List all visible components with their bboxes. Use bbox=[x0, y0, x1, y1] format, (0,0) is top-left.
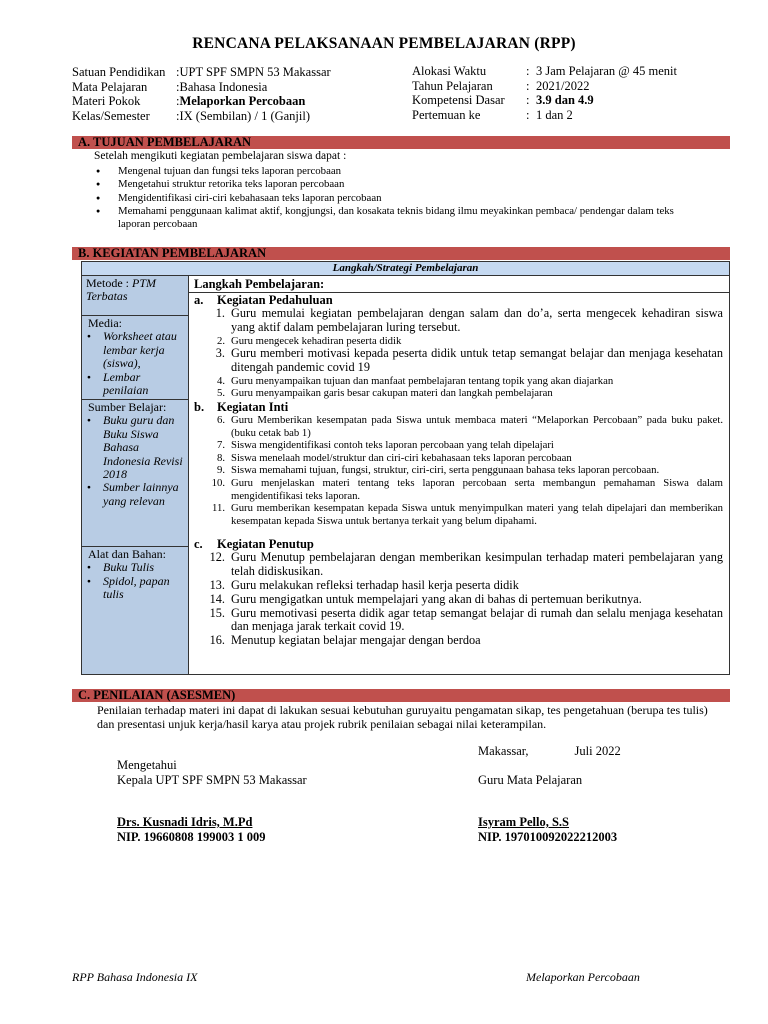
signature-left-role: Kepala UPT SPF SMPN 53 Makassar bbox=[117, 773, 307, 787]
langkah-steps bbox=[189, 293, 729, 648]
step-item bbox=[194, 579, 723, 593]
step-text: Guru menyampaikan garis besar cakupan materi dan langkah pembelajaran bbox=[231, 387, 553, 400]
identity-label: Pertemuan ke bbox=[412, 107, 481, 122]
list-item: ● Buku Tulis bbox=[86, 561, 184, 574]
step-text: Guru memotivasi peserta didik agar tetap semangat belajar di rumah dan selalu menjaga kesehatan dan menjaga jarak terkait covid 19. bbox=[231, 605, 723, 634]
metode-cell bbox=[82, 276, 188, 316]
identity-row-pertemuan bbox=[412, 108, 677, 123]
step-item bbox=[194, 551, 723, 579]
sumber-list bbox=[86, 414, 184, 508]
identity-label: Kelas/Semester bbox=[72, 108, 150, 123]
phase-key: c. bbox=[194, 537, 203, 552]
step-item bbox=[194, 452, 723, 465]
signature-left-nip: NIP. 19660808 199003 1 009 bbox=[117, 830, 266, 844]
list-item: ● Worksheet atau lembar kerja (siswa), bbox=[86, 330, 184, 370]
list-item: ● Mengenal tujuan dan fungsi teks laporan percobaan bbox=[94, 165, 704, 178]
step-text: Guru memberikan kesempatan kepada Siswa untuk menyimpulkan materi yang telah dipelajari dan memberikan kesempatan kepada Siswa untuk bertanya terkait yang belum dipahami. bbox=[231, 502, 723, 527]
step-number: 1. bbox=[215, 306, 225, 320]
identity-row-kd bbox=[412, 93, 677, 108]
step-text: Guru mengigatkan untuk mempelajari yang akan di bahas di pertemuan berikutnya. bbox=[231, 591, 642, 606]
identity-sep: : bbox=[176, 108, 180, 123]
step-item bbox=[194, 414, 723, 439]
step-item bbox=[194, 439, 723, 452]
phase-heading-penutup bbox=[194, 537, 723, 551]
step-item bbox=[194, 607, 723, 635]
step-text: Guru melakukan refleksi terhadap hasil kerja peserta didik bbox=[231, 577, 519, 592]
list-item: ● Memahami penggunaan kalimat aktif, kongjungsi, dan kosakata teknis bidang ilmu meyakinkan pembaca/ pendengar dalam teks laporan percobaan bbox=[94, 205, 704, 232]
identity-value: IX (Sembilan) / 1 (Ganjil) bbox=[179, 108, 311, 123]
step-number: 12. bbox=[209, 550, 225, 565]
phase-key: a. bbox=[194, 293, 204, 307]
step-number: 13. bbox=[209, 577, 225, 592]
step-text: Guru memberi motivasi kepada peserta didik untuk tetap semangat belajar dan menjaga kesehatan ditengah pandemic covid 19 bbox=[231, 346, 723, 374]
step-item bbox=[194, 464, 723, 477]
step-item bbox=[194, 477, 723, 502]
step-text: Siswa mengidentifikasi contoh teks laporan percobaan yang telah dipelajari bbox=[231, 439, 554, 452]
identity-sep: : bbox=[526, 107, 530, 122]
signature-month: Juli 2022 bbox=[574, 744, 621, 758]
alat-list bbox=[86, 561, 184, 601]
identity-sep: : bbox=[526, 93, 530, 107]
section-heading-penilaian: C. PENILAIAN (ASESMEN) bbox=[72, 689, 730, 702]
step-item bbox=[194, 307, 723, 335]
identity-row-kelas bbox=[72, 109, 331, 124]
step-item bbox=[194, 502, 723, 527]
phase-key: b. bbox=[194, 399, 205, 414]
step-number: 14. bbox=[209, 591, 225, 606]
identity-right bbox=[412, 64, 677, 122]
list-item: ● Buku guru dan Buku Siswa Bahasa Indonesia Revisi 2018 bbox=[86, 414, 184, 481]
identity-label: Mata Pelajaran bbox=[72, 79, 148, 94]
step-number: 3. bbox=[215, 346, 225, 361]
phase-title: Kegiatan Pedahuluan bbox=[217, 293, 333, 307]
phase-title: Kegiatan Penutup bbox=[217, 537, 314, 552]
identity-label: Kompetensi Dasar bbox=[412, 93, 505, 107]
document-title: RENCANA PELAKSANAAN PEMBELAJARAN (RPP) bbox=[192, 35, 576, 52]
step-text: Siswa menelaah model/struktur dan ciri-ciri kebahasaan teks laporan percobaan bbox=[231, 451, 572, 464]
penilaian-text: Penilaian terhadap materi ini dapat di lakukan sesuai kebutuhan guruyaitu pengamatan sikap, tes pengetahuan (berupa tes tulis) dan presentasi unjuk kerja/hasil karya atau projek rubrik penilaian sebagai nilai keterampilan. bbox=[97, 703, 708, 731]
step-item bbox=[194, 347, 723, 375]
phase-title: Kegiatan Inti bbox=[217, 399, 289, 414]
step-text: Menutup kegiatan belajar mengajar dengan berdoa bbox=[231, 633, 481, 648]
identity-value: 1 dan 2 bbox=[536, 107, 573, 122]
step-number: 2. bbox=[216, 334, 225, 347]
identity-row-tahun bbox=[412, 79, 677, 94]
step-text: Guru menyampaikan tujuan dan manfaat pembelajaran tentang topik yang akan diajarkan bbox=[231, 374, 614, 387]
list-item: ● Mengidentifikasi ciri-ciri kebahasaan teks laporan percobaan bbox=[94, 192, 704, 205]
section-heading-kegiatan: B. KEGIATAN PEMBELAJARAN bbox=[72, 247, 730, 260]
identity-sep: : bbox=[526, 78, 530, 93]
signature-left-name: Drs. Kusnadi Idris, M.Pd bbox=[117, 815, 253, 829]
list-item: ● Mengetahui struktur retorika teks laporan percobaan bbox=[94, 178, 704, 191]
signature-right-nip: NIP. 197010092022212003 bbox=[478, 830, 618, 844]
signature-date bbox=[478, 744, 621, 758]
step-text: Guru menjelaskan materi tentang teks laporan percobaan serta membangun pemahaman Siswa dalam mengidentifikasi teks laporan. bbox=[231, 476, 723, 502]
phase-heading-pendahuluan bbox=[194, 293, 723, 307]
signature-left-line1: Mengetahui bbox=[117, 758, 177, 772]
metode-label: Metode : bbox=[86, 276, 129, 290]
step-item bbox=[194, 634, 723, 648]
tujuan-list bbox=[94, 165, 704, 231]
identity-label: Satuan Pendidikan bbox=[72, 65, 166, 79]
kegiatan-table bbox=[81, 261, 730, 675]
step-number: 16. bbox=[209, 633, 225, 648]
media-list bbox=[86, 330, 184, 397]
identity-sep: : bbox=[176, 65, 180, 79]
identity-value: 3.9 dan 4.9 bbox=[536, 93, 594, 107]
alat-label: Alat dan Bahan: bbox=[88, 547, 166, 561]
identity-sep: : bbox=[176, 94, 180, 108]
footer-left: RPP Bahasa Indonesia IX bbox=[72, 970, 198, 984]
step-text: Guru Menutup pembelajaran dengan memberikan kesimpulan terhadap materi pembelajaran yang telah didiskusikan. bbox=[231, 550, 723, 579]
step-number: 11. bbox=[212, 502, 225, 515]
identity-value: Melaporkan Percobaan bbox=[179, 94, 306, 108]
identity-sep: : bbox=[176, 79, 180, 94]
step-number: 9. bbox=[216, 464, 225, 477]
step-number: 10. bbox=[211, 476, 225, 489]
step-number: 15. bbox=[209, 605, 225, 620]
step-item bbox=[194, 593, 723, 607]
footer-right: Melaporkan Percobaan bbox=[526, 970, 640, 984]
identity-label: Tahun Pelajaran bbox=[412, 78, 493, 93]
identity-value: 3 Jam Pelajaran @ 45 menit bbox=[536, 64, 677, 78]
list-item: ● Sumber lainnya yang relevan bbox=[86, 481, 184, 508]
identity-row-mapel bbox=[72, 80, 331, 95]
identity-row-satuan bbox=[72, 65, 331, 80]
phase-heading-inti bbox=[194, 400, 723, 414]
metode-value: PTM Terbatas bbox=[86, 276, 156, 304]
step-item bbox=[194, 387, 723, 400]
step-number: 8. bbox=[216, 451, 225, 464]
step-text: Guru mengecek kehadiran peserta didik bbox=[231, 334, 402, 347]
signature-right-name: Isyram Pello, S.S bbox=[478, 815, 569, 829]
identity-value: Bahasa Indonesia bbox=[179, 79, 268, 94]
table-header: Langkah/Strategi Pembelajaran bbox=[82, 262, 729, 276]
media-cell bbox=[82, 316, 188, 400]
identity-row-materi bbox=[72, 94, 331, 109]
step-text: Guru memulai kegiatan pembelajaran dengan salam dan do’a, serta mengecek kehadiran siswa yang aktif dalam pembelajaran luring tersebut. bbox=[231, 306, 723, 334]
signature-right-role: Guru Mata Pelajaran bbox=[478, 773, 583, 787]
identity-value: UPT SPF SMPN 53 Makassar bbox=[179, 65, 331, 79]
step-number: 4. bbox=[216, 374, 225, 387]
list-item: ● Spidol, papan tulis bbox=[86, 575, 184, 602]
alat-cell bbox=[82, 547, 188, 675]
step-number: 7. bbox=[216, 439, 225, 452]
identity-value: 2021/2022 bbox=[536, 78, 590, 93]
langkah-title: Langkah Pembelajaran: bbox=[189, 276, 729, 293]
identity-left bbox=[72, 65, 331, 123]
sumber-cell bbox=[82, 400, 188, 547]
media-label: Media: bbox=[88, 316, 122, 330]
tujuan-intro: Setelah mengikuti kegiatan pembelajaran siswa dapat : bbox=[94, 150, 347, 162]
identity-sep: : bbox=[526, 64, 530, 78]
resource-column bbox=[82, 276, 189, 674]
sumber-label: Sumber Belajar: bbox=[88, 400, 167, 414]
step-text: Guru Memberikan kesempatan pada Siswa untuk membaca materi “Melaporkan Percobaan” pada buku paket. (buku cetak bab 1) bbox=[231, 413, 723, 439]
step-item bbox=[194, 375, 723, 388]
identity-label: Materi Pokok bbox=[72, 94, 141, 108]
step-number: 6. bbox=[216, 413, 225, 426]
langkah-column bbox=[189, 276, 729, 674]
identity-label: Alokasi Waktu bbox=[412, 64, 487, 78]
section-heading-tujuan: A. TUJUAN PEMBELAJARAN bbox=[72, 136, 730, 149]
signature-place: Makassar, bbox=[478, 744, 529, 758]
step-number: 5. bbox=[216, 387, 225, 400]
identity-row-alokasi bbox=[412, 64, 677, 79]
list-item: ● Lembar penilaian bbox=[86, 371, 184, 398]
step-text: Siswa memahami tujuan, fungsi, struktur, ciri-ciri, serta penggunaan bahasa teks laporan percobaan. bbox=[231, 464, 660, 477]
